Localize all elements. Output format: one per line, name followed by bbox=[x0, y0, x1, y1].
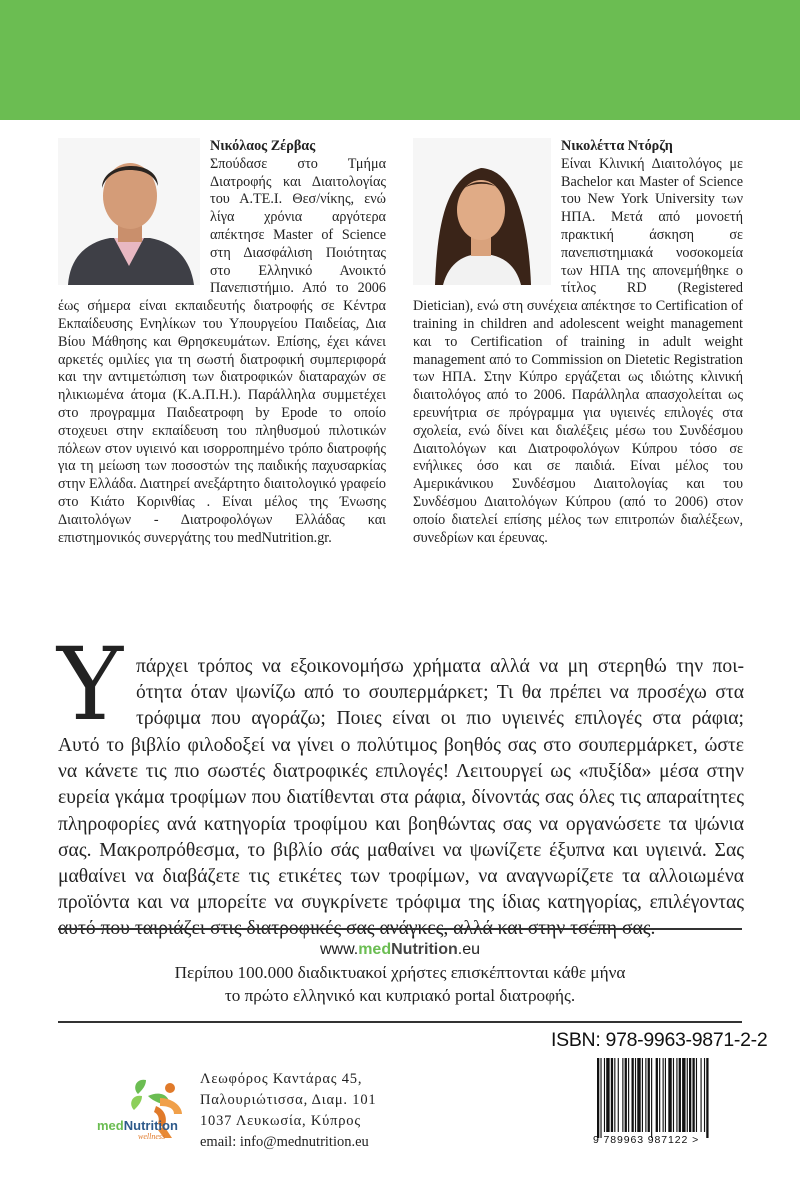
author-photo-left bbox=[58, 138, 200, 285]
barcode-bar bbox=[625, 1058, 627, 1132]
barcode-bar bbox=[606, 1058, 609, 1132]
barcode-bar bbox=[635, 1058, 636, 1132]
barcode-bar bbox=[648, 1058, 650, 1132]
barcode-bar bbox=[701, 1058, 702, 1132]
barcode-bar bbox=[687, 1058, 688, 1132]
author-name-left: Νικόλαος Ζέρβας bbox=[210, 138, 316, 154]
intro-lead-line: ότητα όταν ψωνίζω από το σουπερμάρκετ; Τι θα πρέπει να προσέχω στα bbox=[136, 682, 744, 703]
website-block bbox=[0, 938, 800, 1007]
address-line: Παλουριώτισσα, Διαμ. 101 bbox=[200, 1092, 377, 1108]
barcode-bar bbox=[637, 1058, 640, 1132]
barcode-bar bbox=[632, 1058, 634, 1132]
author-photo-right bbox=[413, 138, 551, 285]
author-bio-text-left: Σπούδασε στο Τμήμα Διατροφής και Διαιτολογίας του Α.ΤΕ.Ι. Θεσ/νίκης, ενώ λίγα χρόνια αργότερα απέκτησε Master of Science στη Διασφάλιση Ποιότητας στο Ελληνικό Ανοικτό Πανεπιστήμιο. Από το 2006 έως σήμερα είναι εκπαιδευτής διατροφής σε Κέντρα Εκπαίδευσης Ενηλίκων του Υπουργείου Παιδείας, Δια Βίου Μάθησης και Θρησκευμάτων. Επίσης, έχει κάνει αρκετές ομιλίες για τη σωστή διατροφική συμπεριφορά και την αντιμετώπιση των διατροφικών διαταραχών σε ηλικιωμένα άτομα (Κ.Α.Π.Η.). Παράλληλα συμμετέχει στο προγραμμα Παιδεατροφη by Epode το οποίο στοχευει στην εκπαίδευση του πληθυσμού πιλοτικών πόλεων στον υγιεινό και ισορροπημένο τρόπο διατροφής για τη μείωση των ποσοστών της παιδικής παχυσαρκίας στην Ελλάδα. Διατηρεί ανεξάρτητο διαιτολογικό γραφείο στο Κιάτο Κορινθίας . Είναι μέλος της Ένωσης Διαιτολόγων - Διατροφολόγων Ελλάδας και επιστημονικός συνεργάτης του medNutrition.gr. bbox=[58, 155, 386, 546]
barcode-bar bbox=[622, 1058, 623, 1132]
barcode-bar bbox=[665, 1058, 666, 1132]
logo-wordmark: medNutrition bbox=[97, 1118, 178, 1133]
website-desc-line: Περίπου 100.000 διαδικτυακοί χρήστες επισκέπτονται κάθε μήνα bbox=[174, 963, 626, 982]
intro-dropcap: Υ bbox=[56, 626, 123, 743]
intro-lead bbox=[136, 654, 744, 732]
divider-bottom bbox=[58, 1021, 742, 1023]
barcode-bar bbox=[618, 1058, 619, 1132]
barcode-bar bbox=[696, 1058, 697, 1132]
address-line: 1037 Λευκωσία, Κύπρος bbox=[200, 1113, 361, 1129]
intro-lead-line: πάρχει τρόπος να εξοικονομήσω χρήματα αλλά να μη στερηθώ την ποι- bbox=[136, 656, 744, 677]
barcode-bar bbox=[604, 1058, 605, 1132]
top-color-band bbox=[0, 0, 800, 120]
barcode-bar bbox=[656, 1058, 658, 1132]
barcode-bar bbox=[659, 1058, 660, 1132]
barcode-bar bbox=[614, 1058, 615, 1132]
website-link[interactable]: www.medNutrition.eu bbox=[319, 941, 481, 958]
intro-body: Αυτό το βιβλίο φιλοδοξεί να γίνει ο πολύτιμος βοηθός σας στο σουπερμάρκετ, ώστε να κάνετε τις πιο σωστές διατροφικές επιλογές! Λειτουργεί ως «πυξίδα» μέσα στην ευρεία γκάμα τροφίμων που διατίθενται στα ράφια, δίνοντάς σας όλες τις απαραίτητες πληροφορίες ανά κατηγορία τροφίμου και βοηθώντας σας να οργανώσετε τα ψώνια σας. Μακροπρόθεσμα, το βιβλίο σάς μαθαίνει να ψωνίζετε έξυπνα και υγιεινά. Σας μαθαίνει να διαβάζετε τις ετικέτες των τροφίμων, να αναγνωρίζετε τα αλλοιωμένα προϊόντα και να μπορείτε να συγκρίνετε τρόφιμα της ίδιας κατηγορίας, επιλέγοντας αυτό που ταιριάζει στις διατροφικές σας ανάγκες, αλλά και στην τσέπη σας. bbox=[58, 735, 744, 940]
divider-top bbox=[58, 928, 742, 930]
barcode-bar bbox=[663, 1058, 664, 1132]
barcode-digits: 9 789963 987122 > bbox=[593, 1134, 700, 1146]
address-line: Λεωφόρος Καντάρας 45, bbox=[200, 1071, 363, 1087]
barcode-bar bbox=[673, 1058, 674, 1132]
barcode-bar bbox=[668, 1058, 671, 1132]
author-bio-right bbox=[413, 138, 743, 547]
barcode-bar bbox=[628, 1058, 629, 1132]
barcode-bar bbox=[611, 1058, 613, 1132]
barcode-bar bbox=[642, 1058, 643, 1132]
isbn-label: ISBN: 978-9963-9871-2-2 bbox=[551, 1029, 768, 1051]
author-name-right: Νικολέττα Ντόρζη bbox=[561, 138, 673, 154]
barcode-bar bbox=[692, 1058, 694, 1132]
barcode-bar bbox=[676, 1058, 677, 1132]
author-bio-text-right: Είναι Κλινική Διαιτολόγος με Bachelor και Master of Science του New York University των ΗΠΑ. Μετά από μονοετή πρακτική άσκηση σε πανεπιστημιακά νοσοκομεία των ΗΠΑ της απονεμήθηκε ο τίτλος RD (Registered Dietician), ενώ στη συνέχεια απέκτησε το Certification of training in children and adolescent weight management και το Certification of training in adult weight management από το Commission on Dietetic Registration των ΗΠΑ. Στην Κύπρο εργάζεται ως ιδιώτης κλινική διαιτολόγος από το 2006. Παράλληλα απασχολείται ως ερευνήτρια σε πρόγραμμα για υγιεινές επιλογές στα σχολεία, ενώ δίνει και διαλέξεις μέσω του Συνδέσμου Διαιτολόγων και Διατροφολόγων Κύπρου τόσο σε ενήλικες όσο και σε παιδιά. Είναι μέλος του Αμερικάνικου Συνδέσμου Διαιτολογίας και του Συνδέσμου Διαιτολόγων Κύπρου (από το 2006) στον οποίο διατελεί επίσης μέλος των επιτροπών διαλέξεων, συνεδρίων και έρευνας. bbox=[413, 155, 743, 546]
address-email[interactable]: email: info@mednutrition.eu bbox=[200, 1134, 369, 1150]
website-desc-line: το πρώτο ελληνικό και κυπριακό portal διατροφής. bbox=[224, 986, 576, 1005]
publisher-address bbox=[200, 1069, 400, 1153]
barcode-bar bbox=[651, 1058, 652, 1138]
intro-lead-line: τρόφιμα που αγοράζω; Ποιες είναι οι πιο υγιεινές επιλογές στα ράφια; bbox=[136, 708, 744, 729]
author-bio-left bbox=[58, 138, 386, 547]
barcode-bar bbox=[706, 1058, 708, 1138]
barcode-bar bbox=[689, 1058, 691, 1132]
barcode-bar bbox=[600, 1058, 601, 1138]
barcode-bar bbox=[682, 1058, 685, 1132]
barcode-icon bbox=[595, 1058, 755, 1140]
barcode-bar bbox=[645, 1058, 646, 1132]
barcode-bar bbox=[704, 1058, 705, 1132]
barcode-bar bbox=[679, 1058, 681, 1132]
barcode-bar bbox=[597, 1058, 599, 1138]
logo-tagline: wellness bbox=[138, 1132, 166, 1141]
